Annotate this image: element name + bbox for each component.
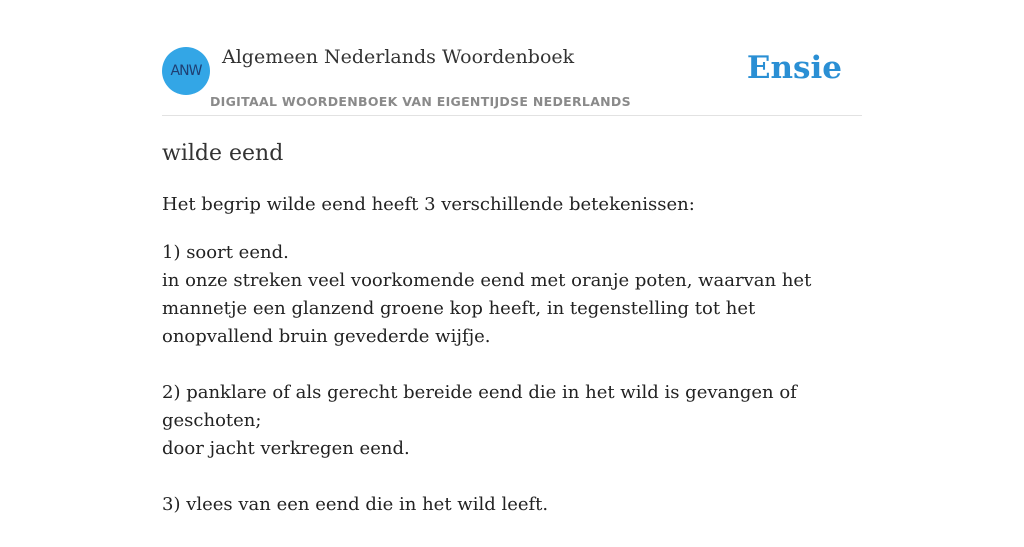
anw-logo[interactable] [162, 47, 210, 95]
meaning-item [162, 239, 862, 351]
meanings-list [162, 239, 862, 547]
site-header [162, 0, 862, 116]
meaning-heading: 2) panklare of als gerecht bereide eend die in het wild is gevangen of geschoten; [162, 382, 797, 431]
site-title[interactable]: Algemeen Nederlands Woordenboek [222, 46, 575, 68]
logo-text: ANW [170, 63, 202, 79]
meaning-item [162, 379, 862, 463]
ensie-brand-link[interactable]: Ensie [746, 50, 842, 86]
entry-intro: Het begrip wilde eend heeft 3 verschillende betekenissen: [162, 194, 695, 215]
site-subtitle: DIGITAAL WOORDENBOEK VAN EIGENTIJDSE NEDERLANDS [210, 94, 631, 109]
entry-term: wilde eend [162, 141, 284, 166]
page-container [162, 0, 862, 515]
meaning-heading: 3) vlees van een eend die in het wild leeft. [162, 494, 549, 515]
meaning-heading: 1) soort eend. [162, 242, 289, 263]
meaning-definition: door jacht verkregen eend. [162, 438, 410, 459]
meaning-definition: in onze streken veel voorkomende eend met oranje poten, waarvan het mannetje een glanzend groene kop heeft, in tegenstelling tot het onopvallend bruin gevederde wijfje. [162, 270, 812, 347]
meaning-item [162, 491, 862, 519]
